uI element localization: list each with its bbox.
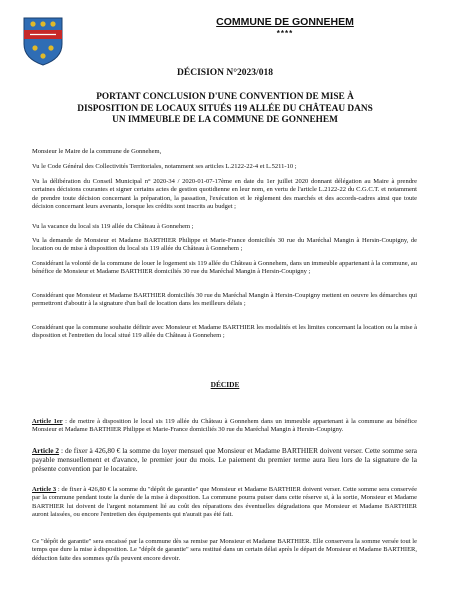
article-2 [32,446,417,474]
coat-of-arms-logo [22,16,64,66]
preamble-considerant-1: Considérant la volonté de la commune de louer le logement sis 119 allée du Château à Gonnehem, dans un immeuble appartenant à la commune, au bénéfice de Monsieur et Madame BARTHIER domiciliés 30 rue du Maréchal Mangin à Hersin-Coupigny ; [32,260,417,276]
header-stars: **** [276,29,294,38]
article-2-label: Article 2 [32,446,60,455]
article-1-label: Article 1er [32,418,63,425]
title-line: PORTANT CONCLUSION D'UNE CONVENTION DE MISE À [96,92,354,102]
article-3 [32,486,417,520]
preamble-considerant-3: Considérant que la commune souhaite définir avec Monsieur et Madame BARTHIER les modalités et les limites concernant la location ou la mise à disposition et l'entretien du local situé 119 allée du Château à Gonnehem ; [32,324,417,340]
closing-paragraph: Ce "dépôt de garantie" sera encaissé par la commune dès sa remise par Monsieur et Madame BARTHIER. Elle conservera la somme versée tout le temps que dure la mise à disposition. Le "dépôt de garantie" sera restitué dans un certain délai après le départ de Monsieur et Madame BARTHIER, déduction faite des sommes qu'ils peuvent encore devoir. [32,538,417,562]
article-3-text: : de fixer à 426,80 € la somme du "dépôt de garantie" que Monsieur et Madame BARTHIER doivent verser. Cette somme sera conservée par la commune pendant toute la durée de la mise à disposition. La commune pourra puiser dans cette réserve si, à la sortie, Monsieur et Madame BARTHIER lui doivent de l'argent notamment lié au coût des réparations des éventuelles dégradations que Monsieur et Madame BARTHIER auront laissées, ou encore l'entretien des équipements qui n'aurait pas été fait. [32,486,417,519]
title-line: DISPOSITION DE LOCAUX SITUÉS 119 ALLÉE DU CHÂTEAU DANS [77,103,373,114]
preamble-vacancy: Vu la vacance du local sis 119 allée du Château à Gonnehem ; [32,223,194,230]
article-2-text: : de fixer à 426,80 € la somme du loyer mensuel que Monsieur et Madame BARTHIER doivent verser. Cette somme sera payable mensuellement et d'avance, le premier jour du mois. Le paiement du premier terme aura lieu lors de la signature de la présente convention par le locataire. [32,446,417,474]
article-3-label: Article 3 [32,486,57,493]
preamble-request: Vu la demande de Monsieur et Madame BARTHIER Philippe et Marie-France domiciliés 30 rue du Maréchal Mangin à Hersin-Coupigny, de location ou de mise à disposition du local sis 119 allée du Château à Gonnehem ; [32,237,417,253]
decision-title [30,92,420,127]
decide-heading: DÉCIDE [210,380,240,389]
title-line: UN IMMEUBLE DE LA COMMUNE DE GONNEHEM [112,115,338,125]
preamble-cgct: Vu le Code Général des Collectivités Territoriales, notamment ses articles L.2122-22-4 et L.5211-10 ; [32,163,297,170]
article-1-text: : de mettre à disposition le local sis 119 allée du Château à Gonnehem dans un immeuble appartenant à la commune au bénéfice Monsieur et Madame BARTHIER Philippe et Marie-France domiciliés 30 rue du Maréchal Mangin à Hersin-Coupigny. [32,418,417,434]
preamble-deliberation: Vu la délibération du Conseil Municipal n° 2020-34 / 2020-01-07-17ème en date du 1er juillet 2020 donnant délégation au Maire à prendre certaines décisions courantes et signer certains actes de gestion quotidienne en leur nom, en vertu de l'article L.2122-22 du C.G.C.T. et notamment de prendre toute décision concernant la préparation, la passation, l'exécution et le règlement des marchés et des accords-cadres ainsi que toute décision concernant leurs avenants, lorsque les crédits sont inscrits au budget ; [32,178,417,211]
commune-name: COMMUNE DE GONNEHEM [216,16,354,28]
article-1 [32,418,417,435]
decision-number: DÉCISION N°2023/018 [177,68,273,78]
preamble-considerant-2: Considérant que Monsieur et Madame BARTHIER domiciliés 30 rue du Maréchal Mangin à Hersin-Coupigny mettent en oeuvre les démarches qui permettront d'aboutir à la signature d'un bail de location dans les meilleurs délais ; [32,292,417,308]
preamble-mayor: Monsieur le Maire de la commune de Gonnehem, [32,148,162,155]
